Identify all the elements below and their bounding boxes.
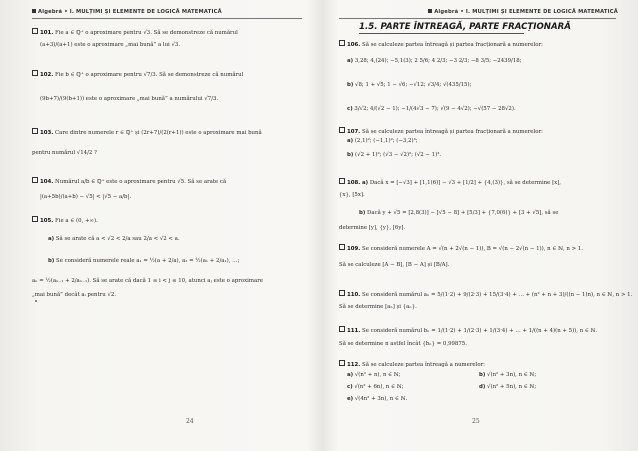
part-label: e) [347, 396, 354, 402]
problem-106-part-b [347, 82, 471, 88]
problem-number: 106. [339, 42, 360, 48]
checkbox-square-icon [339, 360, 345, 366]
problem-text: Să se calculeze partea întreagă și partea fracționară a numerelor: [362, 129, 543, 135]
margin-dot [35, 300, 37, 302]
problem-number: 103. [32, 130, 53, 136]
problem-text: Se consideră numărul aₙ = 5/(1·2) + 9/(2·3) + 15/(3·4) + … + (n² + n + 3)/((n − 1)n), n ∈ ℕ, n > 1. [362, 292, 633, 298]
problem-105-line-3: aₙ = ½(aₙ₋₁ + 2/aₙ₋₁). Să se arate că dacă 1 ≤ i < j ≤ 10, atunci aⱼ este o aproximare [32, 278, 263, 284]
running-head-text: Algebră • I. MULȚIMI ȘI ELEMENTE DE LOGICĂ MATEMATICĂ [38, 9, 222, 15]
part-label: b) [347, 152, 354, 158]
checkbox-square-icon [32, 28, 38, 34]
checkbox-square-icon [32, 177, 38, 183]
problem-108-part-b-cont: determine [y], {y}, [6y]. [339, 225, 406, 231]
problem-112-part-c [347, 384, 404, 390]
problem-text: Fie a ∈ (0, +∞). [55, 218, 98, 224]
problem-text: Se consideră numerele A = √(n + 2√(n − 1)), B = √(n − 2√(n − 1)), n ∈ ℕ, n > 1. [362, 246, 583, 252]
problem-101-line-2: (a+3)/(a+1) este o aproximare „mai bună” a lui √3. [40, 42, 181, 48]
problem-text: Fie a ∈ ℚ⁺ o aproximare pentru √3. Să se demonstreze că numărul [55, 30, 238, 36]
part-text: √(n² + 3n), n ∈ ℕ; [487, 372, 537, 378]
header-rule [32, 18, 302, 19]
checkbox-square-icon [339, 178, 345, 184]
problem-106-part-c [347, 106, 516, 112]
part-label: b) [479, 372, 486, 378]
problem-number: 102. [32, 72, 53, 78]
square-bullet-icon [428, 9, 432, 13]
part-text: 3/√2; 4/(√2 − 1); −1/(4√3 − 7); √(9 − 4√2); −√(57 − 28√2). [354, 106, 516, 112]
part-text: Se consideră numerele reale a₁ = ½(a + 2/a), a₂ = ½(a₁ + 2/a₁), …; [56, 258, 240, 264]
problem-112-part-b [479, 372, 536, 378]
problem-110-line-2: Să se determine [aₙ] și {aₙ}. [339, 304, 417, 310]
problem-109-line-1 [339, 244, 583, 252]
part-text: Dacă y + √5 = [2,8(3)] − [√5 − 8] + [5/3] + {7,0(6)} + [3 + √5], să se [367, 210, 559, 216]
part-text: (2,1)²; (−1,1)²; (−3,2)³; [354, 138, 418, 144]
problem-text: Care dintre numerele r ∈ ℚ⁺ și (2r+7)/(2(r+1)) este o aproximare mai bună [55, 130, 262, 136]
problem-111-line-1 [339, 326, 597, 334]
problem-103-line-1 [32, 128, 262, 136]
problem-112-part-d [479, 384, 536, 390]
problem-109-line-2: Să se calculeze [A − B], [B − A] și [B/A]. [339, 262, 450, 268]
problem-text: Numărul a/b ∈ ℚ⁺ este o aproximare pentru √5. Să se arate că [55, 179, 227, 185]
problem-number: 111. [339, 328, 360, 334]
problem-number: 110. [339, 292, 360, 298]
part-text: √(n² + 5n), n ∈ ℕ; [487, 384, 537, 390]
part-text: Dacă x = [−√3] + [1,1(6)] − √3 + [1/2] + {4,(3)}, să se determine [x], [369, 180, 562, 186]
part-text: 3,28; 4,(24); −5,1(3); 2 5/6; 4 2/3; −3 2/3; −8 3/5; −2439/18; [354, 58, 522, 64]
part-label: c) [347, 106, 353, 112]
problem-text: Să se calculeze partea întreagă a numerelor: [362, 362, 485, 368]
problem-number: 105. [32, 218, 53, 224]
checkbox-square-icon [339, 127, 345, 133]
part-label: a) [48, 236, 55, 242]
problem-104-line-1 [32, 177, 226, 185]
part-text: (√2 + 1)²; (√3 − √2)²; (√2 − 1)³. [355, 152, 442, 158]
part-label: b) [359, 210, 366, 216]
problem-number: 109. [339, 246, 360, 252]
part-label: b) [347, 82, 354, 88]
square-bullet-icon [32, 9, 36, 13]
problem-text: Se consideră numărul bₙ = 1/(1·2) + 1/(2·3) + 1/(3·4) + … + 1/((n + 4)(n + 5)), n ∈ ℕ. [362, 328, 598, 334]
problem-112-line-1 [339, 360, 485, 368]
problem-108-part-a [339, 178, 561, 186]
running-head-right [428, 9, 618, 15]
part-label: a) [347, 138, 354, 144]
checkbox-square-icon [32, 216, 38, 222]
header-rule [339, 18, 616, 19]
problem-108-part-b [359, 210, 558, 216]
part-label: d) [479, 384, 486, 390]
checkbox-square-icon [339, 244, 345, 250]
problem-107-line-1 [339, 127, 543, 135]
problem-105-line-4: „mai bună” decât aᵢ pentru √2. [32, 292, 117, 298]
problem-107-part-a [347, 138, 418, 144]
problem-101-line-1 [32, 28, 238, 36]
part-label: a) [347, 58, 354, 64]
problem-text: Fie b ∈ ℚ⁺ o aproximare pentru √7/3. Să se demonstreze că numărul [55, 72, 244, 78]
problem-112-part-e [347, 396, 407, 402]
section-title: 1.5. PARTE ÎNTREAGĂ, PARTE FRACȚIONARĂ [359, 22, 571, 32]
problem-105-part-a [48, 236, 180, 242]
part-label: b) [48, 258, 55, 264]
part-text: √(4n² + 3n), n ∈ ℕ. [354, 396, 408, 402]
problem-111-line-2: Să se determine n astfel încât {bₙ} = 0,99875. [339, 341, 467, 347]
part-label: a) [347, 372, 354, 378]
problem-112-part-a [347, 372, 401, 378]
problem-110-line-1 [339, 290, 632, 298]
checkbox-square-icon [339, 40, 345, 46]
part-label: c) [347, 384, 353, 390]
checkbox-square-icon [339, 290, 345, 296]
page-number-right: 25 [472, 418, 480, 425]
problem-number: 107. [339, 129, 360, 135]
problem-108-part-a-cont: {x}, [5x]. [339, 192, 365, 198]
problem-number: 101. [32, 30, 53, 36]
running-head-left [32, 9, 222, 15]
checkbox-square-icon [32, 70, 38, 76]
problem-106-part-a [347, 58, 522, 64]
part-text: Să se arate că a < √2 < 2/a sau 2/a < √2 < a. [55, 236, 180, 242]
problem-107-part-b [347, 152, 441, 158]
problem-105-part-b [48, 258, 239, 264]
checkbox-square-icon [339, 326, 345, 332]
part-text: √(n² + n), n ∈ ℕ; [354, 372, 401, 378]
problem-number: 104. [32, 179, 53, 185]
problem-text: Să se calculeze partea întreagă și partea fracționară a numerelor: [362, 42, 543, 48]
problem-104-line-2: |(a+5b)/(a+b) − √5| < |√5 − a/b|. [40, 194, 132, 200]
part-text: √8; 1 + √5; 1 − √6; −√12; √3/4; √(435/15); [355, 82, 472, 88]
checkbox-square-icon [32, 128, 38, 134]
part-text: √(n² + 6n), n ∈ ℕ; [354, 384, 404, 390]
problem-number: 112. [339, 362, 360, 368]
running-head-text: Algebră • I. MULȚIMI ȘI ELEMENTE DE LOGICĂ MATEMATICĂ [434, 9, 618, 15]
page-number-left: 24 [186, 418, 194, 425]
section-title-underline [359, 33, 524, 34]
problem-number: 108. [339, 180, 360, 186]
problem-102-line-2: (9b+7)/(9(b+1)) este o aproximare „mai bună” a numărului √7/3. [40, 96, 219, 102]
right-page [319, 0, 638, 451]
problem-103-line-2: pentru numărul √14/2 ? [32, 150, 97, 156]
problem-106-line-1 [339, 40, 543, 48]
problem-105-line-1 [32, 216, 98, 224]
problem-102-line-1 [32, 70, 243, 78]
part-label: a) [362, 180, 369, 186]
